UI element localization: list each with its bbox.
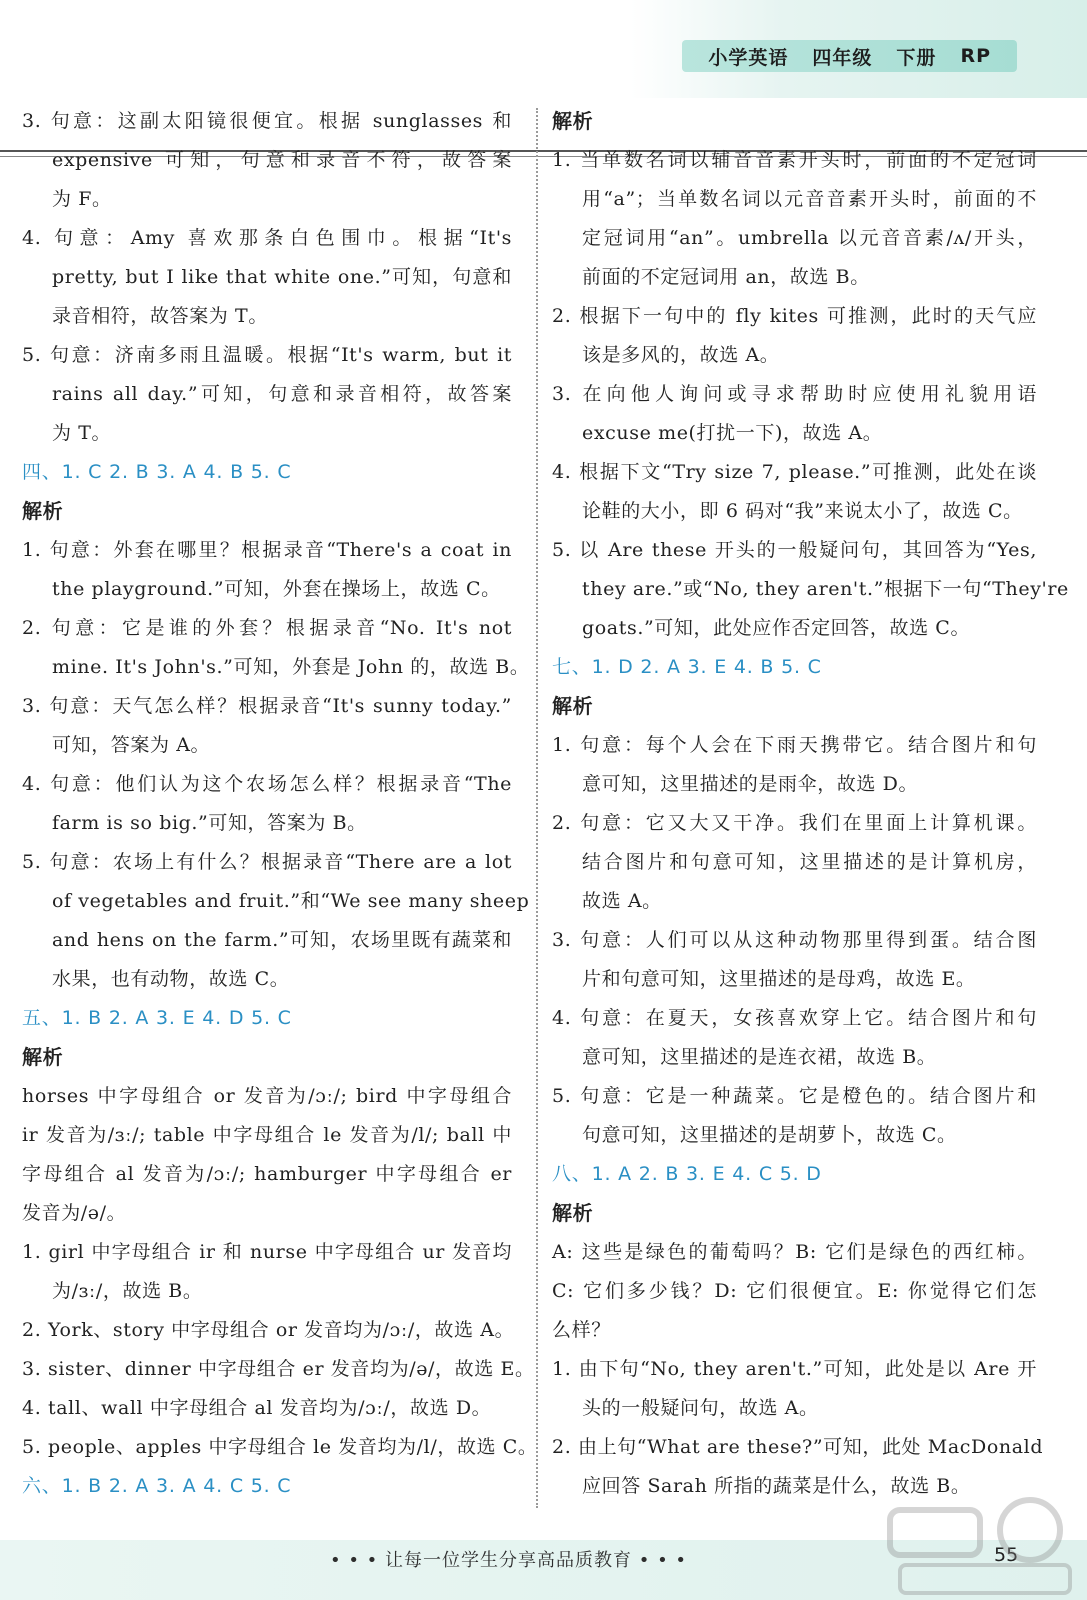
left-text-line: and hens on the farm.”可知，农场里既有蔬菜和 — [52, 929, 512, 951]
left-text-line: 5. people、apples 中字母组合 le 发音均为/l/，故选 C。 — [22, 1436, 538, 1458]
left-text-line: 2. 句意：它是谁的外套？根据录音“No. It's not — [22, 617, 512, 639]
edition-label: RP — [960, 45, 991, 67]
right-text-line: they are.”或“No, they aren't.”根据下一句“They're — [582, 578, 1069, 600]
left-text-line: 解析 — [22, 499, 64, 523]
right-text-line: 意可知，这里描述的是雨伞，故选 D。 — [582, 773, 919, 795]
right-text-line: 片和句意可知，这里描述的是母鸡，故选 E。 — [582, 968, 976, 990]
left-text-line: 为/ɜː/，故选 B。 — [52, 1280, 203, 1302]
right-text-line: 2. 根据下一句中的 fly kites 可推测，此时的天气应 — [552, 305, 1037, 327]
left-text-line: expensive 可知，句意和录音不符，故答案 — [52, 149, 512, 171]
left-text-line: 四、1. C 2. B 3. A 4. B 5. C — [22, 461, 292, 483]
book-info-banner — [682, 40, 1017, 72]
right-text-line: 前面的不定冠词用 an，故选 B。 — [582, 266, 870, 288]
right-text-line: 头的一般疑问句，故选 A。 — [582, 1397, 819, 1419]
grade-label: 四年级 — [812, 46, 873, 69]
left-text-line: pretty, but I like that white one.”可知，句意和 — [52, 266, 512, 288]
right-text-line: 1. 当单数名词以辅音音素开头时，前面的不定冠词 — [552, 149, 1037, 171]
right-text-line: 1. 由下句“No, they aren't.”可知，此处是以 Are 开 — [552, 1358, 1037, 1380]
right-text-line: 解析 — [552, 109, 594, 133]
left-text-line: 字母组合 al 发音为/ɔː/; hamburger 中字母组合 er — [22, 1163, 512, 1185]
left-text-line: 水果，也有动物，故选 C。 — [52, 968, 290, 990]
left-text-line: 录音相符，故答案为 T。 — [52, 305, 268, 327]
right-text-line: 结合图片和句意可知，这里描述的是计算机房， — [582, 851, 1037, 873]
right-text-line: 解析 — [552, 1201, 594, 1225]
volume-label: 下册 — [896, 46, 937, 69]
right-text-line: 八、1. A 2. B 3. E 4. C 5. D — [552, 1163, 822, 1185]
right-text-line: 么样？ — [552, 1319, 611, 1341]
right-text-line: 5. 句意：它是一种蔬菜。它是橙色的。结合图片和 — [552, 1085, 1037, 1107]
right-text-line: 该是多风的，故选 A。 — [582, 344, 780, 366]
left-text-line: 为 T。 — [52, 422, 112, 444]
right-text-line: goats.”可知，此处应作否定回答，故选 C。 — [582, 617, 971, 639]
right-text-line: excuse me(打扰一下)，故选 A。 — [582, 422, 883, 444]
left-text-line: 3. sister、dinner 中字母组合 er 发音均为/ə/，故选 E。 — [22, 1358, 535, 1380]
right-text-line: 4. 句意：在夏天，女孩喜欢穿上它。结合图片和句 — [552, 1007, 1037, 1029]
right-text-line: A: 这些是绿色的葡萄吗？B: 它们是绿色的西红柿。 — [552, 1241, 1037, 1263]
left-text-line: 六、1. B 2. A 3. A 4. C 5. C — [22, 1475, 292, 1497]
left-text-line: 5. 句意：济南多雨且温暖。根据“It's warm, but it — [22, 344, 512, 366]
right-text-line: 故选 A。 — [582, 890, 662, 912]
right-text-line: 用“a”；当单数名词以元音音素开头时，前面的不 — [582, 188, 1037, 210]
left-text-line: 4. tall、wall 中字母组合 al 发音均为/ɔː/，故选 D。 — [22, 1397, 492, 1419]
left-text-line: 1. girl 中字母组合 ir 和 nurse 中字母组合 ur 发音均 — [22, 1241, 512, 1263]
subject-label: 小学英语 — [708, 46, 789, 69]
right-text-line: 1. 句意：每个人会在下雨天携带它。结合图片和句 — [552, 734, 1037, 756]
left-text-line: 3. 句意：这副太阳镜很便宜。根据 sunglasses 和 — [22, 110, 512, 132]
left-text-line: farm is so big.”可知，答案为 B。 — [52, 812, 367, 834]
left-text-line: 解析 — [22, 1045, 64, 1069]
right-text-line: 七、1. D 2. A 3. E 4. B 5. C — [552, 656, 822, 678]
footer-slogan: • • • 让每一位学生分享高品质教育 • • • — [330, 1550, 688, 1571]
left-text-line: 3. 句意：天气怎么样？根据录音“It's sunny today.” — [22, 695, 512, 717]
left-text-line: 为 F。 — [52, 188, 112, 210]
left-text-line: 1. 句意：外套在哪里？根据录音“There's a coat in — [22, 539, 512, 561]
right-column — [552, 102, 1069, 1506]
watermark-logo — [880, 1490, 1080, 1600]
right-text-line: 论鞋的大小，即 6 码对“我”来说太小了，故选 C。 — [582, 500, 1023, 522]
page-number: 55 — [994, 1544, 1019, 1566]
right-text-line: 应回答 Sarah 所指的蔬菜是什么，故选 B。 — [582, 1475, 971, 1497]
right-text-line: 句意可知，这里描述的是胡萝卜，故选 C。 — [582, 1124, 957, 1146]
left-text-line: 可知，答案为 A。 — [52, 734, 211, 756]
left-text-line: mine. It's John's.”可知，外套是 John 的，故选 B。 — [52, 656, 530, 678]
right-text-line: 2. 由上句“What are these?”可知，此处 MacDonald — [552, 1436, 1044, 1458]
left-text-line: the playground.”可知，外套在操场上，故选 C。 — [52, 578, 501, 600]
left-text-line: 发音为/ə/。 — [22, 1202, 127, 1224]
right-text-line: 3. 句意：人们可以从这种动物那里得到蛋。结合图 — [552, 929, 1037, 951]
right-text-line: 意可知，这里描述的是连衣裙，故选 B。 — [582, 1046, 937, 1068]
left-column — [22, 102, 538, 1506]
left-text-line: 4. 句意：Amy 喜欢那条白色围巾。根据“It's — [22, 227, 512, 249]
right-text-line: 2. 句意：它又大又干净。我们在里面上计算机课。 — [552, 812, 1037, 834]
left-text-line: 5. 句意：农场上有什么？根据录音“There are a lot — [22, 851, 512, 873]
left-text-line: horses 中字母组合 or 发音为/ɔː/; bird 中字母组合 — [22, 1085, 512, 1107]
left-text-line: 2. York、story 中字母组合 or 发音均为/ɔː/，故选 A。 — [22, 1319, 515, 1341]
right-text-line: 5. 以 Are these 开头的一般疑问句，其回答为“Yes, — [552, 539, 1037, 561]
right-text-line: 3. 在向他人询问或寻求帮助时应使用礼貌用语 — [552, 383, 1037, 405]
left-text-line: rains all day.”可知，句意和录音相符，故答案 — [52, 383, 512, 405]
right-text-line: 解析 — [552, 694, 594, 718]
right-text-line: 4. 根据下文“Try size 7, please.”可推测，此处在谈 — [552, 461, 1037, 483]
left-text-line: 4. 句意：他们认为这个农场怎么样？根据录音“The — [22, 773, 512, 795]
column-divider — [536, 108, 538, 1508]
left-text-line: 五、1. B 2. A 3. E 4. D 5. C — [22, 1007, 292, 1029]
left-text-line: of vegetables and fruit.”和“We see many sheep — [52, 890, 530, 912]
right-text-line: 定冠词用“an”。umbrella 以元音音素/ʌ/开头， — [582, 227, 1037, 249]
left-text-line: ir 发音为/ɜː/; table 中字母组合 le 发音为/l/; ball 中 — [22, 1124, 512, 1146]
right-text-line: C: 它们多少钱？D: 它们很便宜。E: 你觉得它们怎 — [552, 1280, 1037, 1302]
